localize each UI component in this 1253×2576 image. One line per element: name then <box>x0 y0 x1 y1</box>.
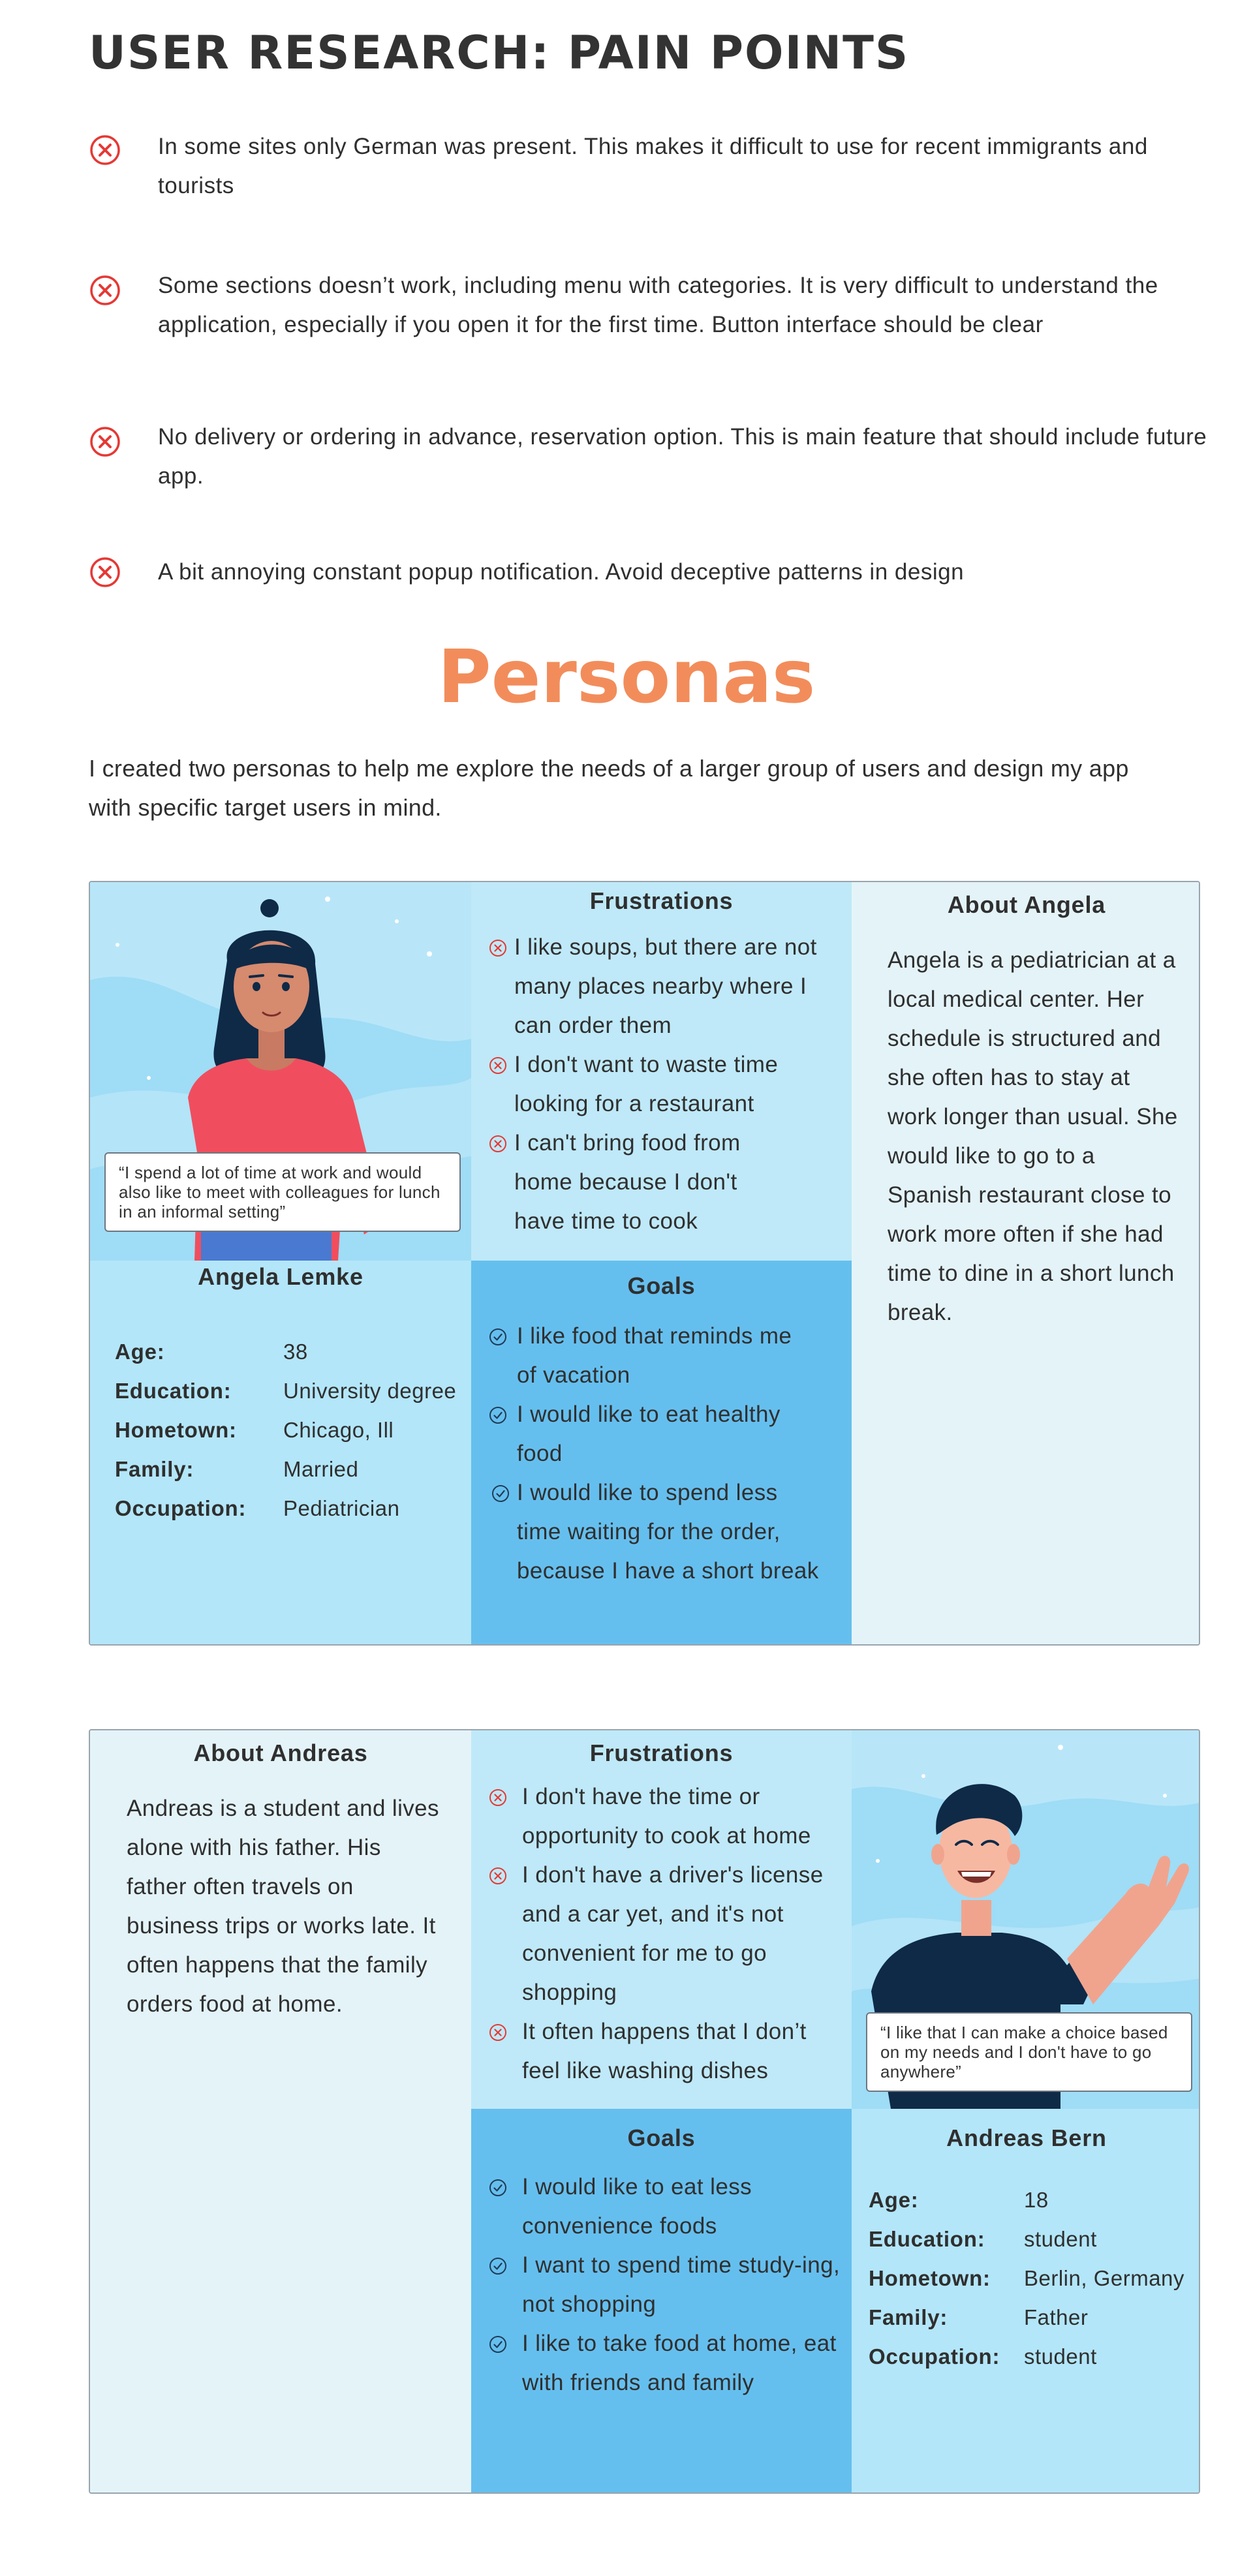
angela-quote: “I spend a lot of time at work and would also like to meet with colleagues for lunch in an informal setting” <box>104 1152 461 1232</box>
andreas-quote: “I like that I can make a choice based on my needs and I don't have to go anywhere” <box>866 2012 1192 2092</box>
persona-card-angela <box>89 881 1200 1646</box>
andreas-frustrations-title: Frustrations <box>589 1740 734 1766</box>
angela-goals-title: Goals <box>627 1272 696 1299</box>
angela-goal-text: I would like to spend less time waiting for the order, because I have a short break <box>517 1480 819 1584</box>
andreas-portrait-panel <box>852 1730 1200 2109</box>
andreas-goal-text: I like to take food at home, eat with friends and family <box>522 2331 837 2395</box>
andreas-goals-panel <box>471 2109 852 2494</box>
close-circle-icon <box>89 425 121 458</box>
check-circle-icon <box>491 1484 510 1503</box>
personas-intro: I created two personas to help me explore the needs of a larger group of users and design my app with specific target users in mind. <box>89 755 1129 821</box>
pain-point-text: In some sites only German was present. This makes it difficult to use for recent immigrants and tourists <box>158 134 1148 198</box>
andreas-frustration-text: I don't have a driver's license and a car yet, and it's not convenient for me to go shopping <box>522 1862 824 2005</box>
personas-title: Personas <box>437 635 816 720</box>
check-circle-icon <box>488 2335 508 2354</box>
angela-frustrations-title: Frustrations <box>589 887 734 914</box>
pain-points-title: USER RESEARCH: PAIN POINTS <box>89 26 910 80</box>
angela-about-title: About Angela <box>947 891 1106 918</box>
check-circle-icon <box>488 2178 508 2198</box>
andreas-info-panel: Andreas Bern Age: 18 Education: student Hometown: Berlin, Germany Family: Father Occupation: student <box>852 2109 1200 2494</box>
angela-portrait-panel <box>90 882 471 1261</box>
close-circle-icon <box>488 1788 508 1807</box>
pain-point-text: A bit annoying constant popup notification. Avoid deceptive patterns in design <box>158 559 965 585</box>
andreas-about-panel <box>90 1730 471 2494</box>
close-circle-icon <box>89 134 121 166</box>
andreas-name: Andreas Bern <box>946 2124 1107 2151</box>
andreas-about-text: Andreas is a student and lives alone with his father. His father often travels on business trips or works late. It often happens that the family orders food at home. <box>127 1796 439 2017</box>
pain-point-text: No delivery or ordering in advance, reservation option. This is main feature that should include future app. <box>158 424 1207 489</box>
angela-name: Angela Lemke <box>198 1263 364 1290</box>
angela-about-panel <box>852 882 1200 1646</box>
andreas-goal-text: I would like to eat less convenience foods <box>522 2174 752 2239</box>
close-circle-icon <box>488 1056 508 1075</box>
close-circle-icon <box>488 938 508 958</box>
check-circle-icon <box>488 1405 508 1425</box>
close-circle-icon <box>488 2023 508 2042</box>
angela-about-text: Angela is a pediatrician at a local medical center. Her schedule is structured and she often has to stay at work longer than usual. She would like to go to a Spanish restaurant close to work more often if she had time to dine in a short lunch break. <box>888 947 1178 1325</box>
andreas-goals-title: Goals <box>627 2124 696 2151</box>
close-circle-icon <box>89 274 121 307</box>
angela-goal-text: I like food that reminds me of vacation <box>517 1323 792 1388</box>
andreas-about-title: About Andreas <box>193 1740 368 1766</box>
angela-frustrations-panel <box>471 882 852 1261</box>
check-circle-icon <box>488 2256 508 2276</box>
angela-frustration-text: I like soups, but there are not many places nearby where I can order them <box>514 934 817 1038</box>
andreas-frustrations-panel <box>471 1730 852 2109</box>
angela-frustration-text: I don't want to waste time looking for a restaurant <box>514 1052 779 1116</box>
close-circle-icon <box>488 1866 508 1886</box>
andreas-goal-text: I want to spend time study-ing, not shopping <box>522 2252 841 2317</box>
pain-point-text: Some sections doesn’t work, including menu with categories. It is very difficult to understand the application, especially if you open it for the first time. Button interface should be clear <box>158 273 1158 337</box>
close-circle-icon <box>488 1134 508 1154</box>
angela-goals-panel <box>471 1261 852 1646</box>
persona-card-andreas <box>89 1729 1200 2494</box>
andreas-frustration-text: It often happens that I don’t feel like washing dishes <box>522 2019 807 2083</box>
angela-goal-text: I would like to eat healthy food <box>517 1402 781 1466</box>
angela-info-panel: Angela Lemke Age: 38 Education: University degree Hometown: Chicago, Ill Family: Married Occupation: Pediatrician <box>90 1261 471 1646</box>
close-circle-icon <box>89 556 121 589</box>
andreas-frustration-text: I don't have the time or opportunity to cook at home <box>522 1784 811 1848</box>
check-circle-icon <box>488 1327 508 1347</box>
angela-frustration-text: I can't bring food from home because I don't have time to cook <box>514 1130 741 1234</box>
